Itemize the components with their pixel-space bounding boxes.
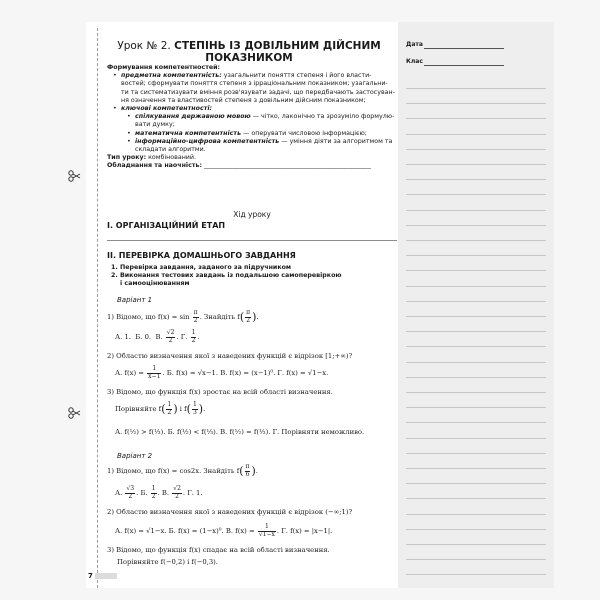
notes-line[interactable]: [406, 422, 546, 423]
notes-line[interactable]: [406, 270, 546, 271]
list-item: • спілкування державною мовою — чітко, лаконічно та зрозуміло формулю- вати думку;: [127, 113, 395, 129]
notes-line[interactable]: [406, 286, 546, 287]
cut-line: [97, 28, 98, 588]
variant-2-answers-1: А. $\frac{√3}{2}$ . Б. $\frac{1}{2}$ . В. $\frac{√2}{2}$ . Г. 1.: [115, 485, 203, 500]
notes-line[interactable]: [406, 377, 546, 378]
notes-line[interactable]: [406, 164, 546, 165]
variant-2-compare: Порівняйте f(−0,2) і f(−0,3).: [117, 558, 218, 566]
variant-1-question-3: 3) Відомо, що функція f(x) зростає на всій області визначення.: [107, 388, 333, 396]
list-item: • предметна компетентність: узагальнити поняття степеня і його власти- востей; сформувати поняття степеня з ірраціональним показником; узагальни- ти та систематизувати вміння розв'язувати задачі, що передбачають застосуван- ня означення та властивостей степеня з довільним дійсним показником;: [113, 72, 395, 104]
notes-line[interactable]: [406, 103, 546, 104]
notes-line[interactable]: [406, 88, 546, 89]
list-item: • інформаційно-цифрова компетентність — уміння діяти за алгоритмом та складати алгоритми.: [127, 137, 393, 154]
variant-1-answers-3: А. f(½) > f(⅓). Б. f(½) < f(⅓). В. f(½) = f(⅓). Г. Порівняти неможливо.: [115, 428, 365, 436]
notes-line[interactable]: [406, 255, 546, 256]
list-item: і самооцінюванням: [120, 280, 190, 288]
competencies-block: [107, 64, 397, 171]
notes-line[interactable]: [406, 483, 546, 484]
notes-line[interactable]: [406, 179, 546, 180]
notes-line[interactable]: [406, 544, 546, 545]
notes-line[interactable]: [406, 453, 546, 454]
variant-1-answers-2: А. f(x) = $\frac{1}{x-1}$ . Б. f(x) = √x−1. В. f(x) = (x−1)⁰. Г. f(x) = √1−x.: [115, 365, 329, 380]
class-label: Клас: [406, 58, 423, 65]
notes-line[interactable]: [406, 331, 546, 332]
list-item: 1. Перевірка завдання, заданого за підручником: [111, 264, 292, 271]
notes-line[interactable]: [406, 316, 546, 317]
notes-line[interactable]: [406, 514, 546, 515]
list-item: • математична компетентність — оперувати числовою інформацією;: [127, 129, 367, 137]
lesson-number: Урок № 2.: [117, 40, 171, 52]
notes-line[interactable]: [406, 468, 546, 469]
variant-1-label: Варіант 1: [117, 296, 153, 304]
section-organizational: I. ОРГАНІЗАЦІЙНИЙ ЕТАП: [107, 221, 226, 230]
variant-2-question-1: 1) Відомо, що f(x) = cos2x. Знайдіть f( $\frac{\pi}{6}$ ).: [107, 463, 258, 478]
notes-line[interactable]: [406, 240, 546, 241]
variant-2-answers-2: А. f(x) = √1−x. Б. f(x) = (1−x)⁰. В. f(x) = $\frac{1}{√1-x}$ . Г. f(x) = |x−1|.: [115, 523, 333, 538]
lesson-content: [107, 30, 397, 566]
notes-line[interactable]: [406, 392, 546, 393]
page-number: 7: [88, 572, 93, 580]
variant-2-question-2: 2) Областю визначення якої з наведених функцій є відрізок (−∞;1)?: [107, 508, 353, 516]
section-homework: II. ПЕРЕВІРКА ДОМАШНЬОГО ЗАВДАННЯ: [107, 251, 296, 260]
notes-line[interactable]: [406, 438, 546, 439]
notes-line[interactable]: [406, 210, 546, 211]
notes-line[interactable]: [406, 149, 546, 150]
notes-line[interactable]: [406, 118, 546, 119]
notes-line[interactable]: [406, 529, 546, 530]
competencies-heading: Формування компетентностей:: [107, 64, 221, 71]
variant-1-compare: Порівняйте f( $\frac{1}{2}$ ) і f( $\frac{1}{3}$ ).: [115, 401, 206, 416]
notes-line[interactable]: [406, 407, 546, 408]
notes-line[interactable]: [406, 194, 546, 195]
page-title: [101, 40, 397, 64]
notes-line[interactable]: [406, 574, 546, 575]
lesson-type-label: Тип уроку:: [107, 154, 147, 162]
scissors-icon: [67, 168, 81, 182]
homework-items: [107, 264, 401, 289]
class-field[interactable]: [424, 65, 504, 66]
equipment-field[interactable]: _____________________________________________________: [203, 162, 371, 170]
date-label: Дата: [406, 41, 423, 48]
list-item: • ключові компетентності:: [113, 105, 213, 113]
scissors-icon: [67, 405, 81, 419]
notes-line[interactable]: [406, 559, 546, 560]
variant-2-question-3: 3) Відомо, що функція f(x) спадає на всій області визначення.: [107, 546, 330, 554]
list-item: 2. Виконання тестових завдань із подальшою самоперевіркою: [111, 272, 342, 280]
notes-line[interactable]: [406, 362, 546, 363]
lesson-title: СТЕПІНЬ ІЗ ДОВІЛЬНИМ ДІЙСНИМ ПОКАЗНИКОМ: [174, 40, 381, 64]
equipment-label: Обладнання та наочність:: [107, 162, 202, 170]
variant-1-question-2: 2) Областю визначення якої з наведених функцій є відрізок [1;+∞)?: [107, 352, 353, 360]
date-field[interactable]: [424, 48, 504, 49]
divider: [107, 240, 397, 241]
notes-line[interactable]: [406, 134, 546, 135]
variant-1-question-1: 1) Відомо, що f(x) = sin $\frac{\pi}{2}$ . Знайдіть f( $\frac{\pi}{2}$ ).: [107, 309, 259, 324]
notes-line[interactable]: [406, 301, 546, 302]
notes-line[interactable]: [406, 346, 546, 347]
notes-margin: [398, 22, 554, 588]
variant-2-label: Варіант 2: [117, 452, 153, 460]
lesson-type-value: комбінований.: [148, 154, 196, 162]
variant-1-answers-1: А. 1. Б. 0. В. $\frac{√2}{2}$ . Г. $\frac{1}{2}$ .: [115, 329, 200, 344]
notes-line[interactable]: [406, 225, 546, 226]
course-heading: Хід уроку: [233, 210, 271, 219]
page-marker: [95, 573, 117, 579]
notes-line[interactable]: [406, 498, 546, 499]
